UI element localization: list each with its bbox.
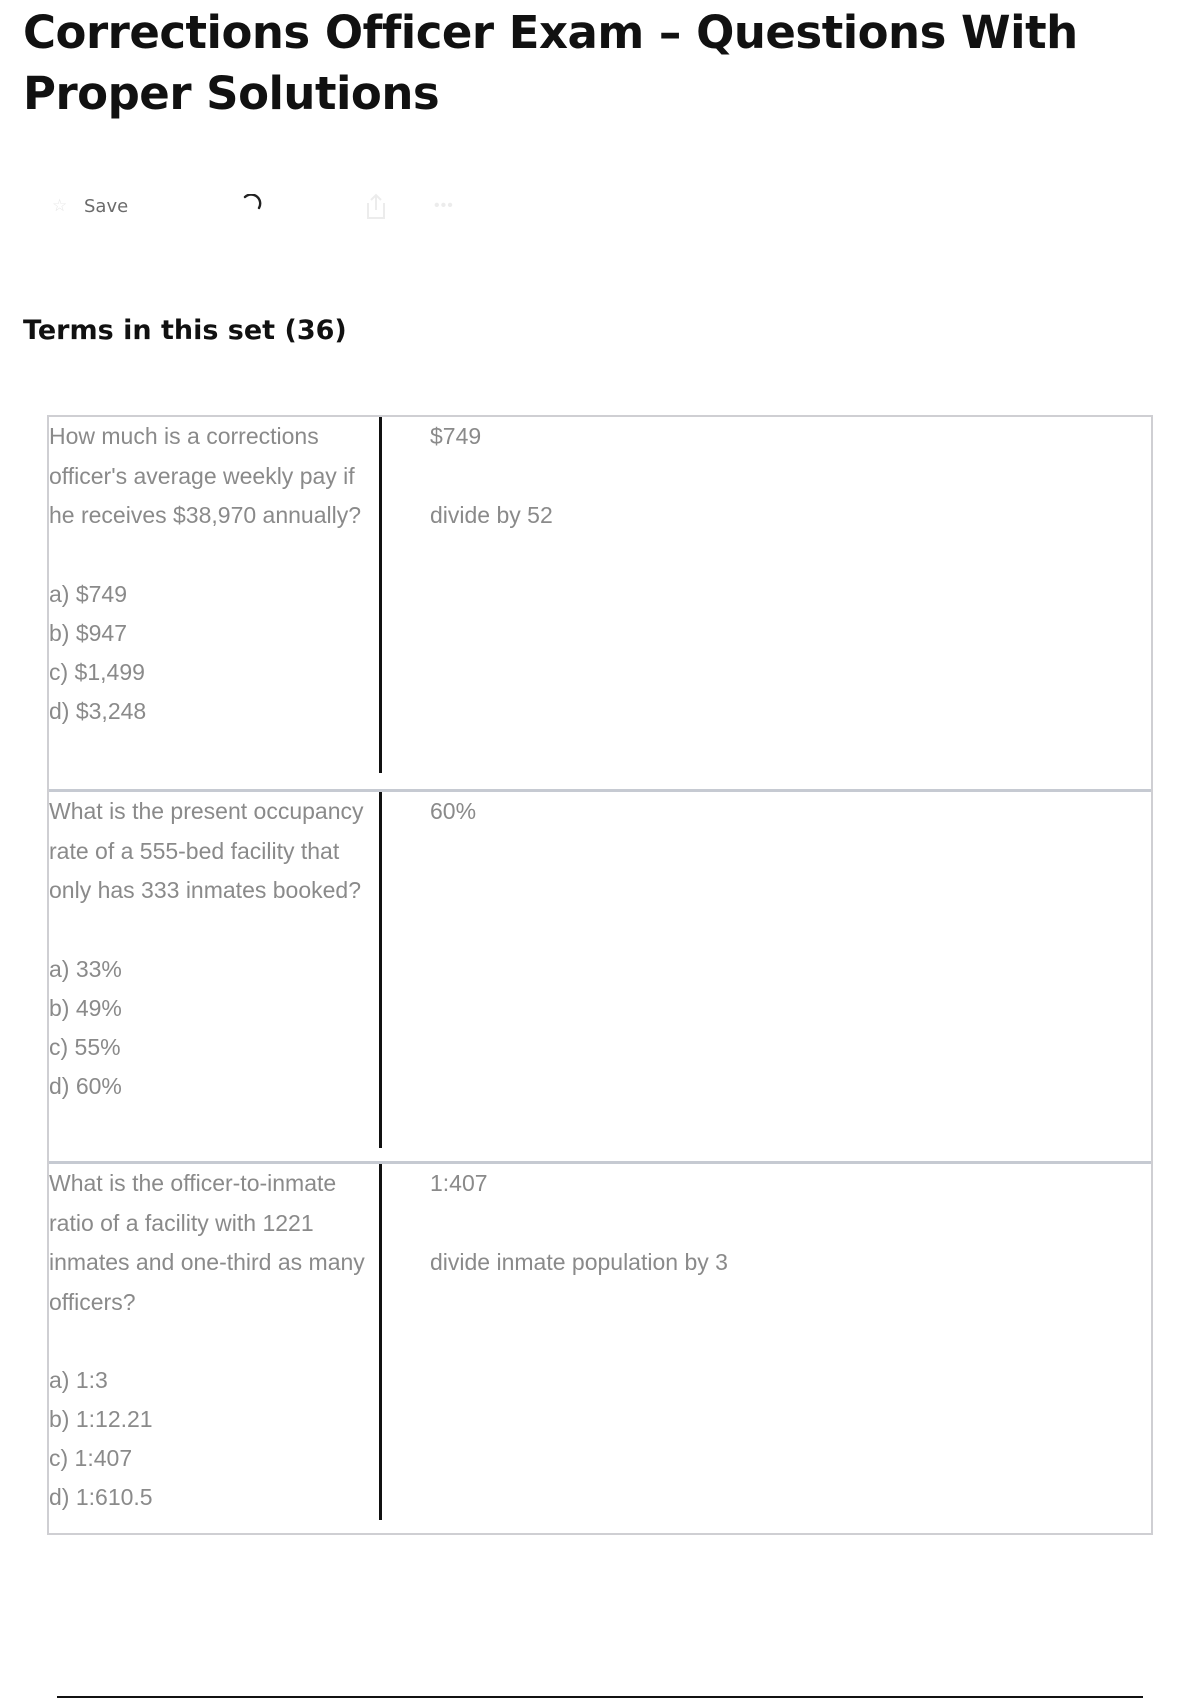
card-definition <box>430 792 1110 871</box>
card-definition <box>430 1164 1110 1282</box>
card-question: How much is a corrections officer's average weekly pay if he receives $38,970 annually? <box>49 423 362 528</box>
card-question: What is the officer-to-inmate ratio of a facility with 1221 inmates and one-third as many officers? <box>49 1170 365 1315</box>
card-option: c) $1,499 <box>49 658 145 685</box>
toolbar <box>52 190 552 222</box>
card-options <box>49 950 369 1106</box>
spinner-icon <box>242 194 262 214</box>
card-definition <box>430 417 1110 535</box>
more-icon[interactable]: ••• <box>434 197 454 214</box>
card-answer: $749 <box>430 423 482 449</box>
save-button[interactable] <box>52 190 128 222</box>
card-option: b) $947 <box>49 619 128 646</box>
card-option: b) 49% <box>49 994 122 1021</box>
card-option: a) 1:3 <box>49 1367 108 1393</box>
card-note: divide by 52 <box>430 501 553 528</box>
card-option: d) 60% <box>49 1072 122 1099</box>
page-title: Corrections Officer Exam – Questions With Proper Solutions <box>23 6 1078 120</box>
card-divider <box>379 792 382 1148</box>
card-option: b) 1:12.21 <box>49 1406 153 1432</box>
card-option: d) 1:610.5 <box>49 1484 153 1510</box>
star-icon: ☆ <box>52 196 68 215</box>
share-icon[interactable] <box>364 192 388 220</box>
card-option: c) 55% <box>49 1033 121 1060</box>
card-term <box>49 417 369 731</box>
flashcard[interactable] <box>49 1161 1151 1533</box>
card-options <box>49 575 369 731</box>
flashcard[interactable] <box>49 417 1151 789</box>
card-question: What is the present occupancy rate of a 555-bed facility that only has 333 inmates booked? <box>49 798 364 903</box>
card-answer: 60% <box>430 798 477 824</box>
card-options <box>49 1361 369 1517</box>
card-option: c) 1:407 <box>49 1445 133 1471</box>
card-term <box>49 792 369 1106</box>
card-option: a) $749 <box>49 580 128 607</box>
flashcard-list <box>47 415 1153 1535</box>
terms-heading: Terms in this set (36) <box>23 315 347 346</box>
card-divider <box>379 1164 382 1520</box>
card-option: d) $3,248 <box>49 697 147 724</box>
save-button-label: Save <box>84 195 129 217</box>
card-term <box>49 1164 369 1517</box>
card-option: a) 33% <box>49 955 122 982</box>
card-divider <box>379 417 382 773</box>
flashcard[interactable] <box>49 789 1151 1161</box>
card-note: divide inmate population by 3 <box>430 1248 728 1275</box>
bottom-divider <box>57 1696 1143 1698</box>
card-answer: 1:407 <box>430 1170 488 1196</box>
